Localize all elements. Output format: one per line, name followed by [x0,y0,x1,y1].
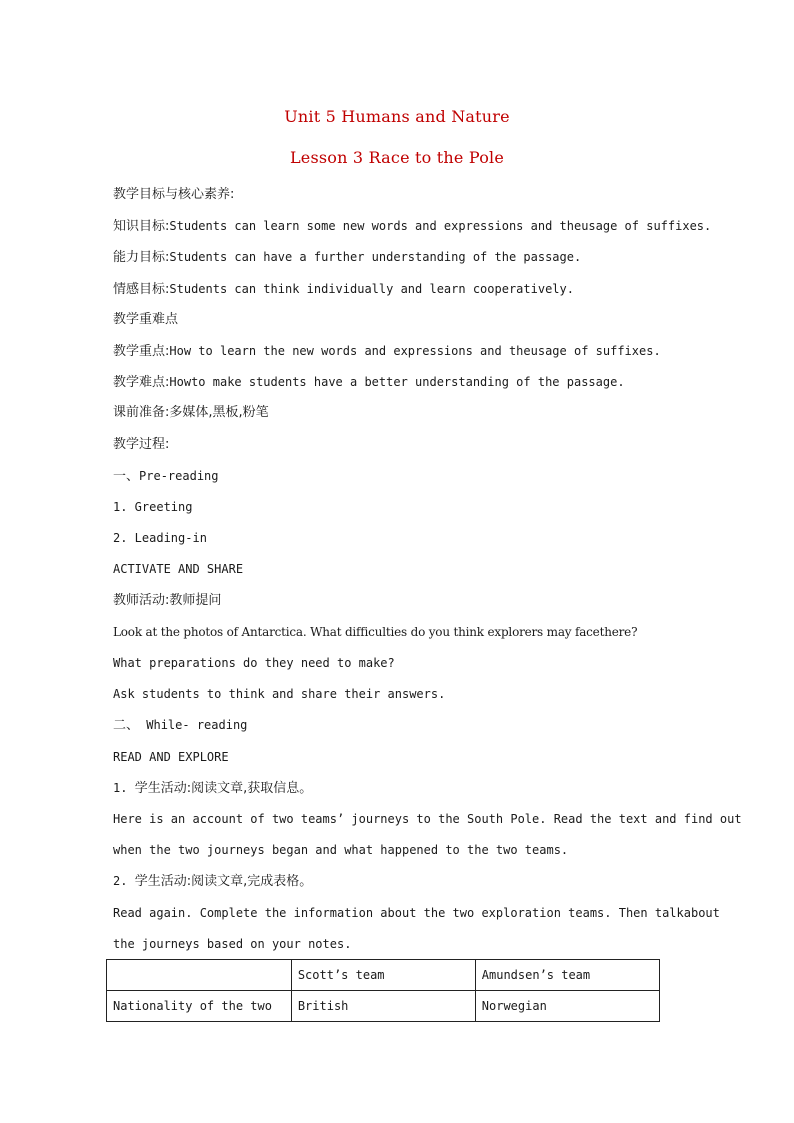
process-heading: 教学过程: [113,437,170,452]
read-again-line-2: the journeys based on your notes. [113,937,352,951]
student-activity-2-number: 2. [113,874,128,888]
difficult-point-label: 教学难点: [113,375,170,390]
table-header-row [107,960,660,991]
knowledge-objective-label: 知识目标: [113,219,170,234]
ability-objective-label: 能力目标: [113,250,170,265]
student-activity-1 [113,780,312,797]
section-pre-reading [113,468,219,485]
step-greeting: 1. Greeting [113,500,193,514]
table-header-cell: Amundsen’s team [475,960,659,991]
difficult-point-text: Howto make students have a better understanding of the passage. [169,375,625,389]
preparation: 课前准备:多媒体,黑板,粉笔 [113,405,269,420]
key-point-label: 教学重点: [113,344,170,359]
question-difficulties: Look at the photos of Antarctica. What difficulties do you think explorers may facethere? [113,625,638,639]
emotion-objective-label: 情感目标: [113,282,170,297]
table-row [107,991,660,1022]
unit-title: Unit 5 Humans and Nature [284,107,510,126]
step-leading-in: 2. Leading-in [113,531,207,545]
ability-objective [113,249,581,266]
read-again-line-1: Read again. Complete the information about the two exploration teams. Then talkabout [113,906,720,920]
lesson-title: Lesson 3 Race to the Pole [289,148,505,167]
account-paragraph-line-1: Here is an account of two teams’ journeys to the South Pole. Read the text and find out [113,812,742,826]
key-point [113,343,661,360]
exploration-teams-table [106,959,660,1022]
knowledge-objective-text: Students can learn some new words and expressions and theusage of suffixes. [169,219,712,233]
table-header-cell: Scott’s team [291,960,475,991]
emotion-objective-text: Students can think individually and learn cooperatively. [169,282,574,296]
ask-students: Ask students to think and share their answers. [113,687,446,701]
table-cell: Nationality of the two [107,991,292,1022]
student-activity-1-text: 学生活动:阅读文章,获取信息。 [134,781,313,796]
emotion-objective [113,281,574,298]
teacher-activity: 教师活动:教师提问 [113,593,222,608]
knowledge-objective [113,218,711,235]
ability-objective-text: Students can have a further understanding of the passage. [169,250,582,264]
activate-and-share: ACTIVATE AND SHARE [113,562,244,576]
read-and-explore: READ AND EXPLORE [113,750,229,764]
difficult-point [113,374,625,391]
table-cell: British [291,991,475,1022]
section-while-reading-number: 二、 [113,718,140,733]
table-header-cell [107,960,292,991]
section-while-reading [113,717,247,734]
key-points-heading: 教学重难点 [113,312,179,327]
student-activity-2-text: 学生活动:阅读文章,完成表格。 [134,874,313,889]
account-paragraph-line-2: when the two journeys began and what happened to the two teams. [113,843,569,857]
student-activity-2 [113,873,312,890]
student-activity-1-number: 1. [113,781,128,795]
table-cell: Norwegian [475,991,659,1022]
key-point-text: How to learn the new words and expressions and theusage of suffixes. [169,344,661,358]
section-while-reading-text: While- reading [146,718,248,732]
section-pre-reading-text: Pre-reading [139,469,219,483]
question-preparations: What preparations do they need to make? [113,656,395,670]
objectives-heading: 教学目标与核心素养: [113,187,235,202]
section-pre-reading-number: 一、 [113,469,140,484]
